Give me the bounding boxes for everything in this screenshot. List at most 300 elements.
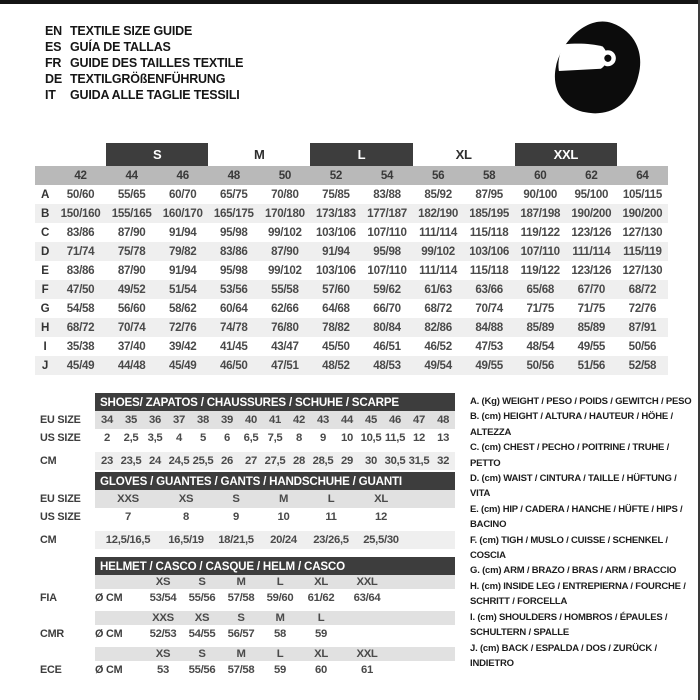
- helmet-size-row: [40, 611, 455, 625]
- measurement-cell: 54/58: [66, 302, 95, 315]
- measurement-cell: 70/74: [106, 318, 157, 337]
- empty-cell: [35, 143, 106, 166]
- row-label-cell: CM: [40, 534, 57, 546]
- value-cell: 7,5: [267, 432, 283, 444]
- top-border: [0, 0, 700, 4]
- helmet-value-cell: 53/54: [149, 591, 177, 604]
- value-cell: L: [306, 490, 356, 508]
- size-number-cell: 46: [157, 166, 208, 185]
- legend-item: H. (cm) INSIDE LEG / ENTREPIERNA / FOURCHE / SCHRITT / FORCELLA: [470, 580, 686, 608]
- measurement-cell: 61/63: [413, 280, 464, 299]
- measurement-cell: 95/98: [220, 264, 248, 277]
- empty-cell: [40, 393, 95, 411]
- measurement-cell: 111/114: [566, 242, 617, 261]
- helmet-value-cell: 54/55: [188, 627, 216, 640]
- value-cell: XXS: [95, 490, 161, 508]
- measurement-cell: 62/66: [271, 302, 299, 315]
- value-cell: 27: [239, 452, 263, 470]
- measurement-cell: 80/84: [361, 318, 412, 337]
- value-cell: 23,5: [119, 452, 143, 470]
- helmet-value-cell: 56/57: [227, 627, 255, 640]
- value-cell: XS: [161, 490, 211, 508]
- helmet-size-cell: XXL: [343, 647, 391, 661]
- shoes-data-row: [40, 452, 455, 470]
- measurement-cell: 72/76: [157, 318, 208, 337]
- row-letter-cell: H: [35, 318, 55, 337]
- measurement-cell: 43/47: [271, 340, 299, 353]
- size-group-header: XXL: [515, 143, 617, 166]
- size-group-header: L: [310, 143, 412, 166]
- shoes-section-title: SHOES/ ZAPATOS / CHAUSSURES / SCHUHE / SCARPE: [95, 393, 455, 411]
- measurement-cell: 103/106: [316, 226, 356, 239]
- value-cell: 24,5: [167, 452, 191, 470]
- value-cell: 8: [183, 511, 189, 523]
- measurement-cell: 90/100: [523, 188, 558, 201]
- size-number-cell: 56: [413, 166, 464, 185]
- filler-cell: [391, 625, 455, 642]
- helmet-size-cell: S: [183, 647, 221, 661]
- value-cell: 2,5: [123, 432, 139, 444]
- shoes-table: [40, 393, 455, 470]
- helmet-value-cell: 59: [274, 663, 286, 676]
- measurement-cell: 123/126: [571, 226, 612, 239]
- value-cell: 10: [341, 432, 353, 444]
- measurement-cell: 50/56: [515, 356, 566, 375]
- empty-cell: [95, 611, 143, 625]
- helmet-value-cell: 59/60: [266, 591, 294, 604]
- filler-cell: [391, 575, 455, 589]
- measurement-cell: 50/60: [66, 188, 95, 201]
- size-number-cell: 54: [361, 166, 412, 185]
- value-cell: 42: [287, 411, 311, 429]
- helmet-value-row: [40, 589, 455, 606]
- measurement-cell: 95/98: [361, 242, 412, 261]
- measurement-cell: 55/58: [259, 280, 310, 299]
- helmet-value-cell: 57/58: [227, 663, 255, 676]
- measurement-cell: 76/80: [259, 318, 310, 337]
- filler-cell: [391, 589, 455, 606]
- measurement-cell: 91/94: [168, 226, 197, 239]
- helmet-size-cell: XS: [143, 647, 183, 661]
- measurement-cell: 47/51: [259, 356, 310, 375]
- measurement-cell: 87/91: [617, 318, 668, 337]
- row-letter-cell: J: [35, 356, 55, 375]
- row-label-cell: EU SIZE: [40, 414, 81, 426]
- helmet-size-cell: XXL: [343, 575, 391, 589]
- measurement-cell: 57/60: [310, 280, 361, 299]
- value-cell: 3,5: [147, 432, 163, 444]
- measurement-cell: 103/106: [316, 264, 356, 277]
- standard-label-cell: ECE: [40, 663, 62, 676]
- measurement-cell: 60/70: [168, 188, 197, 201]
- measurement-cell: 45/49: [55, 356, 106, 375]
- measurement-cell: 35/38: [66, 340, 95, 353]
- filler-cell: [406, 531, 455, 549]
- value-cell: 25,5/30: [356, 531, 406, 549]
- measurement-cell: 95/98: [220, 226, 248, 239]
- measurement-row: [35, 318, 668, 337]
- value-cell: 6: [224, 432, 230, 444]
- measurement-cell: 55/65: [117, 188, 146, 201]
- measurement-cell: 87/90: [259, 242, 310, 261]
- measurement-cell: 48/52: [310, 356, 361, 375]
- helmet-value-cell: 52/53: [149, 627, 177, 640]
- value-cell: 39: [215, 411, 239, 429]
- legend-item: F. (cm) TIGH / MUSLO / CUISSE / SCHENKEL / COSCIA: [470, 534, 668, 562]
- value-cell: 30,5: [383, 452, 407, 470]
- measurement-cell: 115/118: [469, 264, 509, 277]
- language-list: [45, 23, 243, 103]
- measurement-cell: 173/183: [310, 204, 361, 223]
- measurement-cell: 78/82: [310, 318, 361, 337]
- measurement-row: [35, 280, 668, 299]
- language-title: GUIDE DES TAILLES TEXTILE: [70, 56, 244, 70]
- language-row: [45, 55, 243, 71]
- measurement-cell: 187/198: [515, 204, 566, 223]
- value-cell: 43: [311, 411, 335, 429]
- helmet-size-cell: XS: [143, 575, 183, 589]
- helmet-value-cell: 60: [315, 663, 327, 676]
- row-letter-cell: E: [41, 264, 49, 277]
- measurement-cell: 70/80: [271, 188, 299, 201]
- value-cell: 41: [263, 411, 287, 429]
- measurement-cell: 66/70: [373, 302, 401, 315]
- legend-item: C. (cm) CHEST / PECHO / POITRINE / TRUHE / PETTO: [470, 442, 670, 469]
- measurement-cell: 84/88: [464, 318, 515, 337]
- measurement-cell: 111/114: [419, 264, 458, 277]
- filler-cell: [391, 647, 455, 661]
- legend-item: J. (cm) BACK / ESPALDA / DOS / ZURÜCK / INDIETRO: [470, 642, 657, 669]
- textile-size-table: [35, 143, 668, 375]
- filler-cell: [391, 611, 455, 625]
- value-cell: 10,5: [360, 432, 382, 444]
- measurement-cell: 68/72: [55, 318, 106, 337]
- helmet-value-row: [40, 625, 455, 642]
- helmet-size-cell: M: [261, 611, 299, 625]
- measurement-cell: 41/45: [220, 340, 248, 353]
- row-letter-cell: I: [43, 340, 47, 353]
- helmet-value-row: [40, 661, 455, 678]
- measurement-cell: 46/52: [424, 340, 452, 353]
- size-group-header: M: [254, 147, 265, 162]
- empty-cell: [95, 575, 143, 589]
- measurement-cell: 45/50: [322, 340, 350, 353]
- measurement-cell: 74/78: [208, 318, 259, 337]
- helmet-value-cell: [343, 625, 391, 642]
- empty-cell: [35, 166, 55, 185]
- empty-cell: [40, 647, 95, 661]
- shoes-data-row: [40, 429, 455, 447]
- value-cell: 12: [413, 432, 425, 444]
- value-cell: 38: [191, 411, 215, 429]
- diameter-label-cell: Ø CM: [95, 591, 123, 604]
- row-letter-cell: C: [40, 226, 50, 239]
- helmet-section-title: HELMET / CASCO / CASQUE / HELM / CASCO: [95, 557, 455, 575]
- size-number-cell: 58: [464, 166, 515, 185]
- language-title: GUÍA DE TALLAS: [70, 40, 171, 54]
- measurement-cell: 83/86: [66, 226, 95, 239]
- value-cell: 24: [143, 452, 167, 470]
- value-cell: 16,5/19: [161, 531, 211, 549]
- measurement-cell: 91/94: [310, 242, 361, 261]
- empty-cell: [40, 611, 95, 625]
- measurement-cell: 83/86: [66, 264, 95, 277]
- measurement-cell: 85/89: [515, 318, 566, 337]
- row-letter-cell: G: [40, 302, 50, 315]
- row-letter-cell: B: [35, 204, 55, 223]
- measurement-cell: 99/102: [268, 264, 302, 277]
- legend-item: D. (cm) WAIST / CINTURA / TAILLE / HÜFTUNG / VITA: [470, 473, 677, 500]
- value-cell: 28: [287, 452, 311, 470]
- size-number-cell: 44: [106, 166, 157, 185]
- measurement-cell: 49/52: [106, 280, 157, 299]
- value-cell: 32: [431, 452, 455, 470]
- size-number-cell: 60: [515, 166, 566, 185]
- size-number-cell: 52: [310, 166, 361, 185]
- language-code: IT: [45, 88, 56, 102]
- measurement-cell: 155/165: [106, 204, 157, 223]
- helmet-size-cell: L: [261, 647, 299, 661]
- value-cell: 12,5/16,5: [95, 531, 161, 549]
- measurement-cell: 107/110: [515, 242, 566, 261]
- measurement-row: [35, 185, 668, 204]
- measurement-legend: [470, 394, 698, 671]
- value-cell: S: [211, 490, 261, 508]
- row-label-cell: US SIZE: [40, 432, 81, 444]
- value-cell: 28,5: [311, 452, 335, 470]
- size-number-cell: 64: [617, 166, 668, 185]
- row-letter-cell: A: [40, 188, 50, 201]
- measurement-row: [35, 223, 668, 242]
- measurement-cell: 67/70: [566, 280, 617, 299]
- value-cell: 46: [383, 411, 407, 429]
- measurement-cell: 75/78: [106, 242, 157, 261]
- size-number-cell: 42: [55, 166, 106, 185]
- helmet-value-cell: 55/56: [188, 663, 216, 676]
- measurement-cell: 87/95: [475, 188, 503, 201]
- helmet-value-cell: 57/58: [227, 591, 255, 604]
- measurement-cell: 83/86: [208, 242, 259, 261]
- helmet-size-cell: XXS: [143, 611, 183, 625]
- measurement-cell: 45/49: [157, 356, 208, 375]
- size-number-cell: 48: [208, 166, 259, 185]
- size-group-header: S: [106, 143, 208, 166]
- measurement-cell: 60/64: [220, 302, 248, 315]
- value-cell: 23: [95, 452, 119, 470]
- row-label-cell: US SIZE: [40, 511, 81, 523]
- helmet-size-cell: S: [221, 611, 261, 625]
- measurement-cell: 65/68: [515, 280, 566, 299]
- helmet-size-cell: XS: [183, 611, 221, 625]
- helmet-size-row: [40, 647, 455, 661]
- value-cell: 18/21,5: [211, 531, 261, 549]
- measurement-cell: 95/100: [574, 188, 609, 201]
- measurement-cell: 87/90: [117, 226, 146, 239]
- language-code: EN: [45, 24, 62, 38]
- language-code: DE: [45, 72, 62, 86]
- standard-label-cell: CMR: [40, 627, 64, 640]
- legend-item: A. (Kg) WEIGHT / PESO / POIDS / GEWITCH / PESO: [470, 396, 692, 407]
- measurement-cell: 49/55: [577, 340, 606, 353]
- measurement-row: [35, 204, 668, 223]
- measurement-cell: 165/175: [208, 204, 259, 223]
- value-cell: 4: [176, 432, 182, 444]
- measurement-cell: 185/195: [464, 204, 515, 223]
- gloves-section-title: GLOVES / GUANTES / GANTS / HANDSCHUHE / GUANTI: [95, 472, 455, 490]
- value-cell: 30: [359, 452, 383, 470]
- gloves-data-row: [40, 531, 455, 549]
- measurement-cell: 50/56: [628, 340, 657, 353]
- measurement-cell: 72/76: [628, 302, 657, 315]
- measurement-cell: 190/200: [617, 204, 668, 223]
- helmet-value-cell: 53: [157, 663, 169, 676]
- helmet-table: [40, 557, 455, 678]
- value-cell: 20/24: [261, 531, 306, 549]
- measurement-cell: 56/60: [117, 302, 146, 315]
- language-row: [45, 71, 243, 87]
- measurement-cell: 58/62: [168, 302, 197, 315]
- language-code: ES: [45, 40, 62, 54]
- empty-cell: [617, 143, 668, 166]
- helmet-title-row: [40, 557, 455, 575]
- measurement-cell: 119/122: [520, 264, 560, 277]
- racing-helmet-icon: [548, 16, 648, 120]
- measurement-cell: 127/130: [622, 226, 663, 239]
- helmet-size-cell: S: [183, 575, 221, 589]
- measurement-cell: 63/66: [464, 280, 515, 299]
- language-code: FR: [45, 56, 62, 70]
- measurement-cell: 99/102: [413, 242, 464, 261]
- helmet-value-cell: 63/64: [353, 591, 381, 604]
- measurement-cell: 177/187: [361, 204, 412, 223]
- empty-cell: [40, 575, 95, 589]
- helmet-size-cell: M: [221, 575, 261, 589]
- measurement-cell: 85/89: [566, 318, 617, 337]
- value-cell: 48: [431, 411, 455, 429]
- legend-item: G. (cm) ARM / BRAZO / BRAS / ARM / BRACCIO: [470, 565, 677, 577]
- value-cell: 11: [325, 511, 337, 523]
- value-cell: 5: [200, 432, 206, 444]
- measurement-cell: 111/114: [419, 226, 458, 239]
- measurement-cell: 99/102: [268, 226, 302, 239]
- helmet-size-cell: [343, 611, 391, 625]
- measurement-cell: 107/110: [367, 264, 407, 277]
- measurement-cell: 170/180: [259, 204, 310, 223]
- row-label-cell: CM: [40, 455, 57, 467]
- size-number-cell: 50: [259, 166, 310, 185]
- shoes-data-row: [40, 411, 455, 429]
- value-cell: 10: [277, 511, 290, 523]
- language-row: [45, 87, 243, 103]
- measurement-row: [35, 356, 668, 375]
- value-cell: M: [261, 490, 306, 508]
- row-letter-cell: D: [35, 242, 55, 261]
- helmet-value-cell: 61/62: [307, 591, 335, 604]
- value-cell: 13: [437, 432, 450, 444]
- value-cell: 8: [296, 432, 302, 444]
- row-letter-cell: F: [35, 280, 55, 299]
- filler-cell: [406, 508, 455, 526]
- measurement-cell: 65/75: [220, 188, 248, 201]
- row-label-cell: EU SIZE: [40, 493, 81, 505]
- standard-label-cell: FIA: [40, 591, 57, 604]
- empty-cell: [95, 647, 143, 661]
- language-row: [45, 39, 243, 55]
- language-row: [45, 23, 243, 39]
- gloves-data-row: [40, 490, 455, 508]
- legend-item: B. (cm) HEIGHT / ALTURA / HAUTEUR / HÖHE / ALTEZZA: [470, 411, 673, 438]
- measurement-cell: 182/190: [413, 204, 464, 223]
- size-number-cell: 62: [566, 166, 617, 185]
- filler-cell: [391, 661, 455, 678]
- measurement-cell: 91/94: [168, 264, 197, 277]
- helmet-size-row: [40, 575, 455, 589]
- measurement-cell: 71/75: [577, 302, 606, 315]
- measurement-row: [35, 261, 668, 280]
- textile-size-row: [35, 166, 668, 185]
- empty-cell: [40, 472, 95, 490]
- measurement-cell: 71/74: [55, 242, 106, 261]
- legend-item: E. (cm) HIP / CADERA / HANCHE / HÜFTE / HIPS / BACINO: [470, 503, 683, 531]
- value-cell: 11,5: [384, 432, 406, 444]
- measurement-cell: 103/106: [464, 242, 515, 261]
- value-cell: 35: [119, 411, 143, 429]
- value-cell: 47: [407, 411, 431, 429]
- value-cell: 40: [239, 411, 263, 429]
- measurement-cell: 49/54: [413, 356, 464, 375]
- helmet-size-cell: L: [299, 611, 343, 625]
- measurement-row: [35, 242, 668, 261]
- measurement-cell: 52/58: [617, 356, 668, 375]
- measurement-cell: 68/72: [424, 302, 452, 315]
- value-cell: 34: [95, 411, 119, 429]
- value-cell: XL: [356, 490, 406, 508]
- legend-item: I. (cm) SHOULDERS / HOMBROS / ÉPAULES / SCHULTERN / SPALLE: [470, 611, 668, 639]
- gloves-title-row: [40, 472, 455, 490]
- measurement-cell: 59/62: [361, 280, 412, 299]
- value-cell: 12: [375, 511, 387, 523]
- value-cell: 45: [359, 411, 383, 429]
- measurement-cell: 39/42: [168, 340, 197, 353]
- measurement-cell: 48/53: [361, 356, 412, 375]
- measurement-cell: 71/75: [526, 302, 554, 315]
- value-cell: 26: [215, 452, 239, 470]
- measurement-cell: 123/126: [571, 264, 612, 277]
- language-title: TEXTILGRÖßENFÜHRUNG: [70, 72, 226, 86]
- helmet-value-cell: 55/56: [188, 591, 216, 604]
- measurement-cell: 51/56: [566, 356, 617, 375]
- measurement-cell: 64/68: [322, 302, 350, 315]
- helmet-value-cell: 59: [315, 627, 327, 640]
- helmet-size-cell: L: [261, 575, 299, 589]
- value-cell: 2: [104, 432, 110, 444]
- value-cell: 29: [335, 452, 359, 470]
- measurement-cell: 119/122: [520, 226, 560, 239]
- measurement-cell: 190/200: [566, 204, 617, 223]
- value-cell: 23/26,5: [306, 531, 356, 549]
- diameter-label-cell: Ø CM: [95, 663, 123, 676]
- measurement-cell: 46/51: [373, 340, 401, 353]
- value-cell: 7: [125, 511, 131, 523]
- measurement-row: [35, 299, 668, 318]
- measurement-row: [35, 337, 668, 356]
- value-cell: 9: [233, 511, 239, 523]
- measurement-cell: 105/115: [622, 188, 663, 201]
- measurement-cell: 83/88: [373, 188, 401, 201]
- measurement-cell: 150/160: [55, 204, 106, 223]
- measurement-cell: 107/110: [367, 226, 407, 239]
- measurement-cell: 68/72: [617, 280, 668, 299]
